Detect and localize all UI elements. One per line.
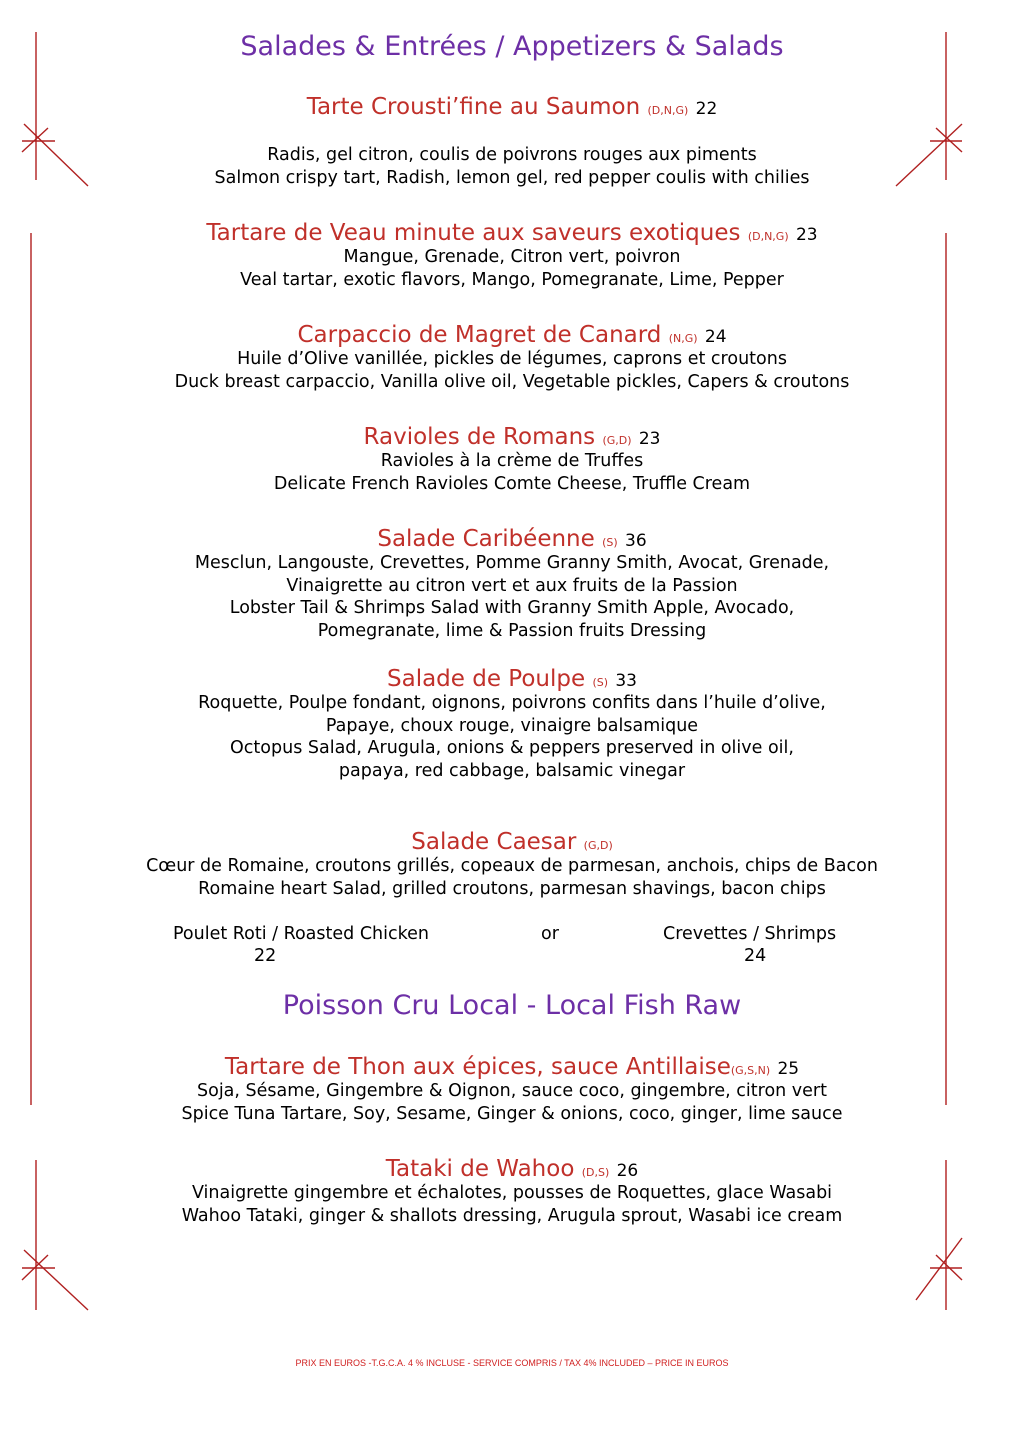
description-line-en: Salmon crispy tart, Radish, lemon gel, red pepper coulis with chilies [214, 167, 810, 188]
description-line: Lobster Tail & Shrimps Salad with Granny Smith Apple, Avocado, [229, 598, 795, 619]
item-name: Salade Caesar [411, 829, 577, 855]
caesar-option-shrimps-price: 24 [744, 946, 767, 966]
item-price: 36 [625, 531, 647, 551]
item-name: Salade de Poulpe [387, 666, 586, 692]
section-title-raw-fish: Poisson Cru Local - Local Fish Raw [282, 990, 742, 1021]
menu-item-description [0, 450, 1024, 495]
section-title-appetizers: Salades & Entrées / Appetizers & Salads [240, 31, 784, 62]
description-line-fr: Mangue, Grenade, Citron vert, poivron [343, 247, 681, 267]
item-name: Carpaccio de Magret de Canard [297, 322, 662, 348]
footer-tax-note: PRIX EN EUROS -T.G.C.A. 4 % INCLUSE - SERVICE COMPRIS / TAX 4% INCLUDED – PRICE IN EUROS [295, 1358, 729, 1368]
menu-item-description [0, 1080, 1024, 1125]
caesar-option-chicken: Poulet Roti / Roasted Chicken [173, 924, 429, 944]
caesar-option-or: or [541, 924, 559, 944]
item-price: 33 [615, 671, 637, 691]
menu-item-description [0, 855, 1024, 900]
description-line: Roquette, Poulpe fondant, oignons, poivrons confits dans l’huile d’olive, [198, 693, 826, 713]
description-line: Octopus Salad, Arugula, onions & peppers preserved in olive oil, [230, 738, 794, 759]
menu-item-description [0, 348, 1024, 393]
item-name: Tataki de Wahoo [385, 1156, 575, 1182]
item-name: Tartare de Thon aux épices, sauce Antillaise [224, 1054, 731, 1080]
description-line: Papaye, choux rouge, vinaigre balsamique [325, 715, 699, 736]
allergen-codes: (S) [592, 676, 609, 689]
allergen-codes: (S) [602, 536, 618, 549]
allergen-codes: (D,N,G) [647, 104, 689, 117]
caesar-option-shrimps: Crevettes / Shrimps [663, 924, 837, 944]
menu-item-description [0, 552, 1024, 642]
menu-item-title [0, 93, 1024, 125]
item-price: 23 [638, 429, 661, 449]
description-line-en: Delicate French Ravioles Comte Cheese, Truffle Cream [273, 473, 751, 494]
description-line-fr: Ravioles à la crème de Truffes [380, 451, 644, 471]
description-line: Pomegranate, lime & Passion fruits Dressing [317, 620, 707, 641]
description-line: Vinaigrette au citron vert et aux fruits de la Passion [286, 575, 738, 596]
item-price: 24 [704, 327, 727, 347]
caesar-option-chicken-price: 22 [254, 946, 277, 966]
allergen-codes: (G,D) [583, 839, 613, 852]
description-line-en: Spice Tuna Tartare, Soy, Sesame, Ginger & onions, coco, ginger, lime sauce [181, 1103, 843, 1124]
menu-item-description [0, 246, 1024, 291]
item-name: Tarte Crousti’fine au Saumon [306, 94, 641, 120]
description-line-fr: Soja, Sésame, Gingembre & Oignon, sauce coco, gingembre, citron vert [197, 1081, 827, 1101]
item-price: 25 [777, 1059, 800, 1079]
allergen-codes: (D,S) [581, 1166, 610, 1179]
description-line-fr: Vinaigrette gingembre et échalotes, pousses de Roquettes, glace Wasabi [191, 1183, 833, 1203]
allergen-codes: (G,S,N) [730, 1064, 771, 1077]
allergen-codes: (D,N,G) [747, 230, 789, 243]
allergen-codes: (N,G) [668, 332, 698, 345]
description-line-en: Romaine heart Salad, grilled croutons, parmesan shavings, bacon chips [198, 878, 826, 899]
item-name: Salade Caribéenne [377, 526, 595, 552]
description-line: papaya, red cabbage, balsamic vinegar [338, 760, 686, 781]
allergen-codes: (G,D) [602, 434, 632, 447]
item-price: 26 [616, 1161, 639, 1181]
description-line-fr: Huile d’Olive vanillée, pickles de légumes, caprons et croutons [237, 349, 787, 369]
item-name: Ravioles de Romans [363, 424, 596, 450]
description-line-en: Duck breast carpaccio, Vanilla olive oil, Vegetable pickles, Capers & croutons [174, 371, 850, 392]
item-price: 22 [695, 99, 718, 119]
description-line-en: Veal tartar, exotic flavors, Mango, Pomegranate, Lime, Pepper [240, 269, 784, 290]
menu-item-description [0, 144, 1024, 189]
description-line: Mesclun, Langouste, Crevettes, Pomme Granny Smith, Avocat, Grenade, [194, 553, 830, 573]
description-line-fr: Radis, gel citron, coulis de poivrons rouges aux piments [267, 145, 757, 165]
menu-item-description [0, 1182, 1024, 1227]
menu-item-description [0, 692, 1024, 782]
item-name: Tartare de Veau minute aux saveurs exotiques [206, 220, 741, 246]
description-line-en: Wahoo Tataki, ginger & shallots dressing, Arugula sprout, Wasabi ice cream [181, 1205, 843, 1226]
item-price: 23 [795, 225, 818, 245]
description-line-fr: Cœur de Romaine, croutons grillés, copeaux de parmesan, anchois, chips de Bacon [146, 856, 878, 876]
